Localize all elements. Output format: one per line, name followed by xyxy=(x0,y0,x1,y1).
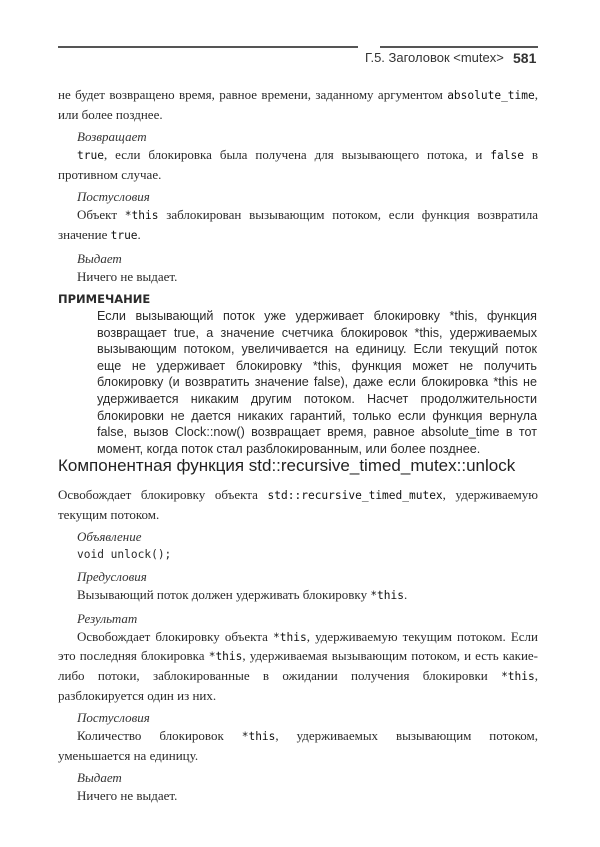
paragraph xyxy=(58,787,538,806)
page-number: 581 xyxy=(513,50,537,66)
subheading: Результат xyxy=(77,610,138,626)
inline-code: *this xyxy=(124,209,159,223)
text-run: Объект xyxy=(77,207,125,223)
paragraph xyxy=(58,486,538,524)
paragraph xyxy=(58,586,538,606)
paragraph xyxy=(58,727,538,765)
note-text: Если вызывающий поток уже удерживает блокировку *this, функция возвращает true, а значение счетчика блокировок *this, удерживаемых вызывающим потоком, увеличивается на единицу. Если текущий поток еще не удерживает блокировку *this, функция может не получить блокировку (и возвратить значение false), даже если блокировка *this не удерживается никаким другим потоком. Насчет продолжительности блокировки не дается никаких гарантий, только если функция вернула false, вызов Clock::now() возвращает время, равное absolute_time в тот момент, когда поток стал разблокированным, или более позднее. xyxy=(97,309,537,456)
paragraph xyxy=(58,146,538,184)
note-title: ПРИМЕЧАНИЕ xyxy=(58,292,151,306)
text-run: Освобождает блокировку объекта xyxy=(58,487,268,502)
text-run: Ничего не выдает. xyxy=(77,788,178,804)
text-run: Количество блокировок xyxy=(77,728,242,744)
text-run: не будет возвращено время, равное времени, заданному аргументом xyxy=(58,87,448,102)
inline-code: false xyxy=(490,149,524,163)
paragraph xyxy=(58,268,538,287)
body-top xyxy=(58,86,538,286)
text-run: , или более позднее. xyxy=(58,87,538,122)
text-run: , если блокировка была получена для вызывающего потока, и xyxy=(103,147,491,163)
inline-code: true xyxy=(77,149,104,163)
text-run: , удерживаемых вызывающим потоком, уменьшается на единицу. xyxy=(58,728,538,763)
text-run: Ничего не выдает. xyxy=(77,268,178,284)
inline-code: *this xyxy=(208,650,243,664)
inline-code: *this xyxy=(501,669,535,683)
subheading: Объявление xyxy=(77,529,142,545)
text-run: . xyxy=(404,587,408,603)
inline-code: *this xyxy=(370,589,404,603)
inline-code: *this xyxy=(273,630,307,644)
body-bottom xyxy=(58,486,538,806)
text-run: . xyxy=(137,226,141,242)
subheading: Выдает xyxy=(77,770,122,786)
paragraph xyxy=(58,628,538,705)
subheading: Постусловия xyxy=(77,710,150,726)
text-run: , удерживаемую текущим потоком. xyxy=(58,487,538,522)
text-run: , удерживаемая вызывающим потоком, и есть какие-либо потоки, заблокированные в ожидании получения блокировки xyxy=(58,648,539,683)
section-heading: Компонентная функция std::recursive_timed_mutex::unlock xyxy=(58,456,516,475)
code-declaration: void unlock(); xyxy=(77,548,172,562)
text-run: в противном случае. xyxy=(58,147,538,182)
paragraph xyxy=(58,206,538,245)
inline-code: true xyxy=(110,228,138,242)
paragraph xyxy=(58,86,538,124)
inline-code: std::recursive_timed_mutex xyxy=(267,489,443,502)
subheading: Постусловия xyxy=(77,189,150,205)
subheading: Предусловия xyxy=(77,569,147,585)
header-rule-left xyxy=(58,46,358,48)
inline-code: absolute_time xyxy=(447,89,535,102)
text-run: Вызывающий поток должен удерживать блокировку xyxy=(77,587,371,603)
text-run: , удерживаемую текущим потоком. Если это последняя блокировка xyxy=(58,628,538,664)
header-rule-right xyxy=(380,46,538,48)
running-title: Г.5. Заголовок <mutex> xyxy=(365,50,504,65)
subheading: Возвращает xyxy=(77,129,147,145)
text-run: заблокирован вызывающим потоком, если функция возвратила значение xyxy=(58,207,538,242)
inline-code: *this xyxy=(241,730,276,744)
text-run: Освобождает блокировку объекта xyxy=(77,628,274,644)
subheading: Выдает xyxy=(77,250,122,266)
text-run: , разблокируется один из них. xyxy=(58,667,538,703)
